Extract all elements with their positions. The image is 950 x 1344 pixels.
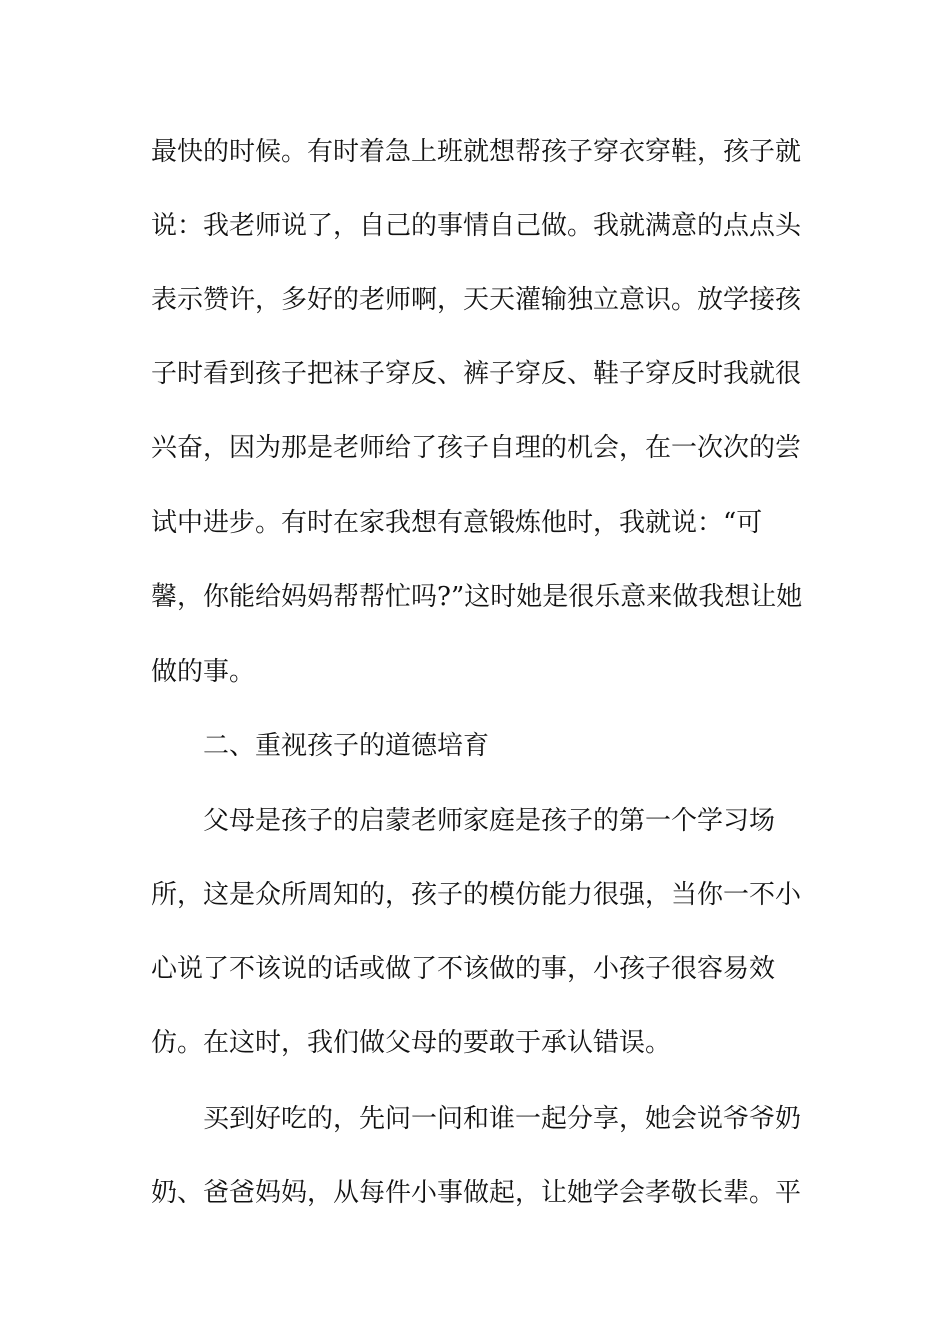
paragraph-line: 仿。在这时，我们做父母的要敢于承认错误。: [151, 1028, 672, 1058]
paragraph-line: 兴奋，因为那是老师给了孩子自理的机会，在一次次的尝: [151, 433, 802, 463]
paragraph-line: 奶、爸爸妈妈，从每件小事做起，让她学会孝敬长辈。平: [151, 1178, 802, 1208]
paragraph-line: 表示赞许，多好的老师啊，天天灌输独立意识。放学接孩: [151, 285, 802, 315]
paragraph-line: 最快的时候。有时着急上班就想帮孩子穿衣穿鞋，孩子就: [151, 137, 802, 167]
paragraph-line: 心说了不该说的话或做了不该做的事，小孩子很容易效: [151, 954, 776, 984]
section-heading: 二、重视孩子的道德培育: [203, 731, 490, 761]
paragraph-line: 父母是孩子的启蒙老师家庭是孩子的第一个学习场: [203, 806, 776, 836]
paragraph-line: 做的事。: [151, 657, 256, 687]
paragraph-line: 所，这是众所周知的，孩子的模仿能力很强，当你一不小: [151, 880, 802, 910]
paragraph-line: 馨，你能给妈妈帮帮忙吗?”这时她是很乐意来做我想让她: [151, 582, 803, 612]
paragraph-line: 试中进步。有时在家我想有意锻炼他时，我就说：“可: [151, 508, 763, 538]
paragraph-line: 子时看到孩子把袜子穿反、裤子穿反、鞋子穿反时我就很: [151, 359, 802, 389]
paragraph-line: 说：我老师说了，自己的事情自己做。我就满意的点点头: [151, 211, 802, 241]
paragraph-line: 买到好吃的，先问一问和谁一起分享，她会说爷爷奶: [203, 1104, 802, 1134]
